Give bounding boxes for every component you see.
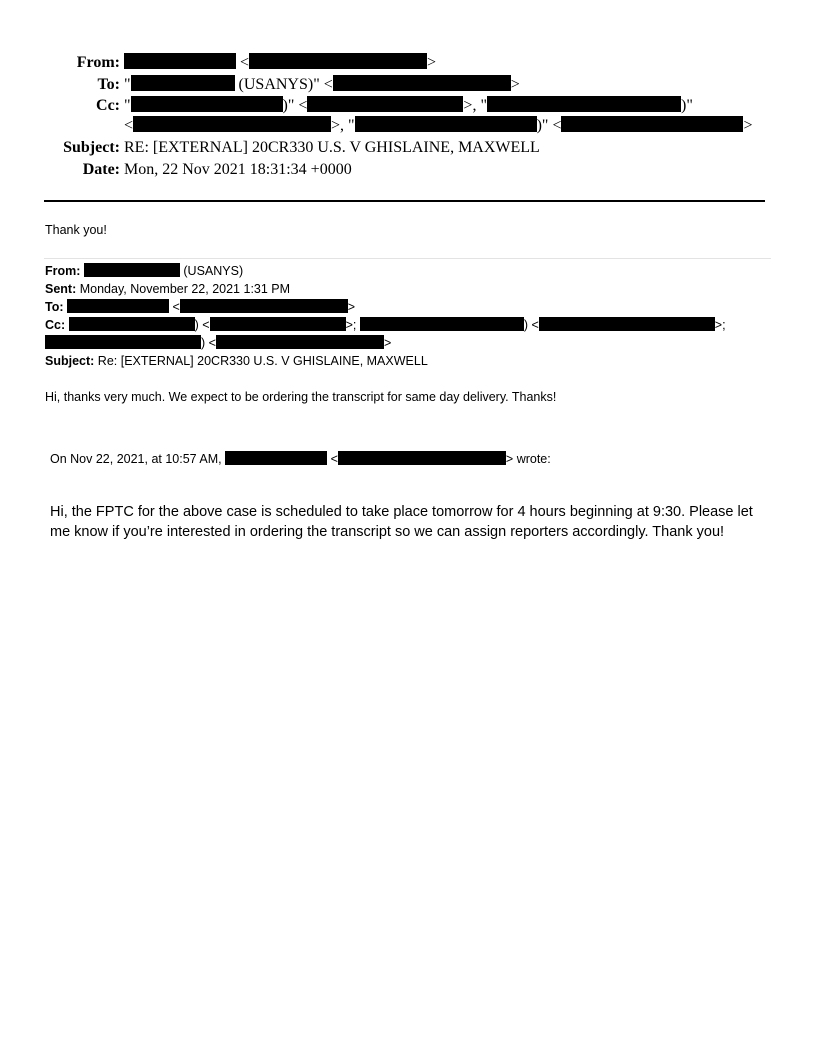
redacted-block xyxy=(45,335,201,349)
redacted-block xyxy=(131,75,235,91)
fwd-subject-value: Re: [EXTERNAL] 20CR330 U.S. V GHISLAINE, MAXWELL xyxy=(97,354,428,368)
from-label: From: xyxy=(76,54,120,71)
redacted-block xyxy=(133,116,331,132)
message-separator xyxy=(44,258,771,259)
quoted-intro-suffix: wrote: xyxy=(516,452,551,466)
fwd-from-label: From: xyxy=(45,264,81,278)
redacted-block xyxy=(216,335,384,349)
redacted-block xyxy=(561,116,743,132)
redacted-block xyxy=(67,299,169,313)
redacted-block xyxy=(180,299,348,313)
fwd-cc-label: Cc: xyxy=(45,318,66,332)
redacted-block xyxy=(210,317,346,331)
fwd-sent-label: Sent: xyxy=(45,282,77,296)
redacted-block xyxy=(124,53,236,69)
fwd-from-suffix: (USANYS) xyxy=(183,264,244,278)
fwd-to-label: To: xyxy=(45,300,64,314)
redacted-block xyxy=(225,451,327,465)
quoted-intro: On Nov 22, 2021, at 10:57 AM, < > wrote: xyxy=(50,452,551,466)
redacted-block xyxy=(360,317,524,331)
redacted-block xyxy=(333,75,511,91)
fwd-subject-label: Subject: xyxy=(45,354,95,368)
redacted-block xyxy=(487,96,681,112)
fwd-to-line: To: < > xyxy=(45,300,356,314)
fwd-from-line xyxy=(45,262,243,280)
fwd-sent-line xyxy=(45,280,290,298)
fwd-cc-line2: ) < > xyxy=(45,334,391,352)
date-value: Mon, 22 Nov 2021 18:31:34 +0000 xyxy=(124,161,352,178)
cc-value-line2: < >, " )" < > xyxy=(124,117,753,134)
redacted-block xyxy=(539,317,715,331)
to-label: To: xyxy=(97,76,120,93)
cc-label: Cc: xyxy=(96,97,120,114)
date-label: Date: xyxy=(82,161,120,178)
redacted-block xyxy=(307,96,463,112)
quoted-body-line1: Hi, the FPTC for the above case is scheduled to take place tomorrow for 4 hours beginning at 9:30. Please let xyxy=(50,504,753,520)
quoted-body-line2: me know if you’re interested in ordering the transcript so we can assign reporters accordingly. Thank you! xyxy=(50,524,725,540)
header-divider xyxy=(44,200,765,202)
fwd-sent-value: Monday, November 22, 2021 1:31 PM xyxy=(79,282,291,296)
quoted-intro-prefix: On Nov 22, 2021, at 10:57 AM, xyxy=(50,452,222,466)
redacted-block xyxy=(131,96,283,112)
cc-value-line1: " )" < >, " )" xyxy=(124,97,693,114)
redacted-block xyxy=(355,116,537,132)
fwd-body: Hi, thanks very much. We expect to be ordering the transcript for same day delivery. Thanks! xyxy=(45,390,557,404)
fwd-subject-line xyxy=(45,352,428,370)
fwd-cc-line1: Cc: ) < >; ) < >; xyxy=(45,318,726,332)
to-suffix: (USANYS)" xyxy=(238,76,320,93)
redacted-block xyxy=(249,53,427,69)
from-value: < > xyxy=(124,53,436,73)
reply-body: Thank you! xyxy=(45,223,107,237)
redacted-block xyxy=(84,263,180,277)
subject-value: RE: [EXTERNAL] 20CR330 U.S. V GHISLAINE, MAXWELL xyxy=(124,139,540,156)
redacted-block xyxy=(338,451,506,465)
subject-label: Subject: xyxy=(63,139,120,156)
to-value: " (USANYS)" < > xyxy=(124,76,520,93)
redacted-block xyxy=(69,317,195,331)
